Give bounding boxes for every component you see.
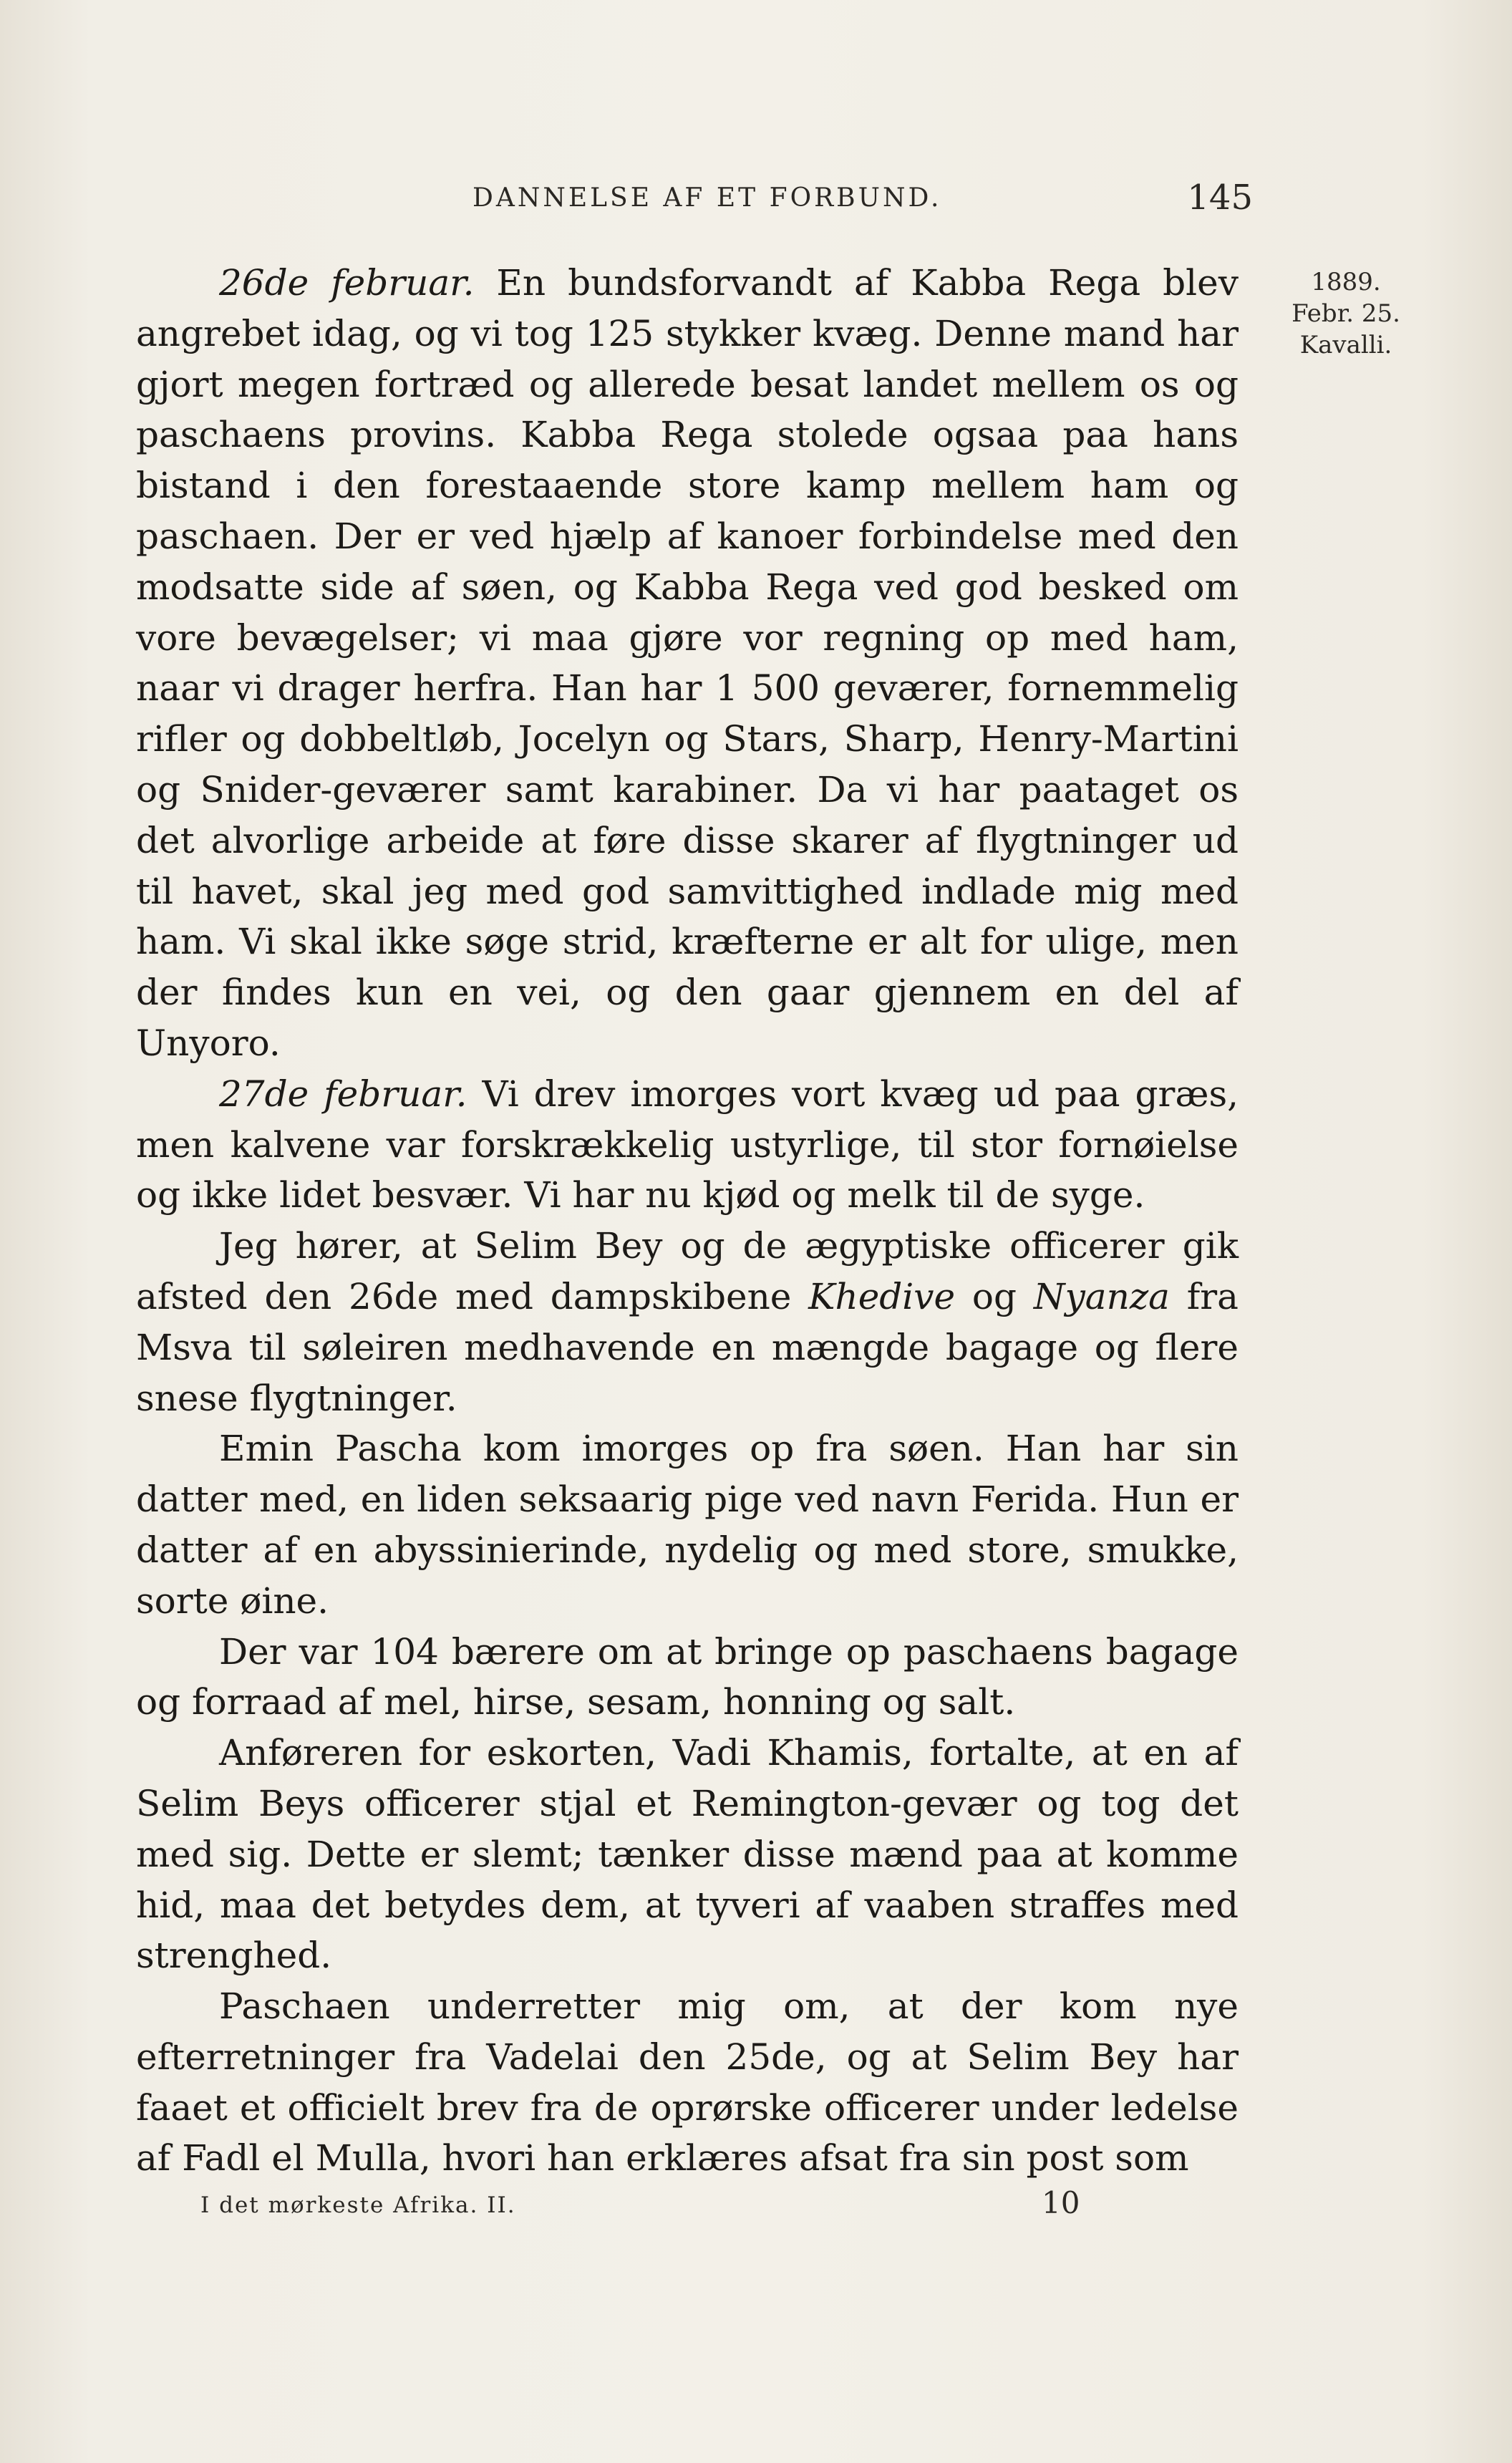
book-title: I det mørkeste Afrika. II.: [200, 2192, 516, 2218]
margin-place: Kavalli.: [1299, 331, 1392, 359]
margin-year: 1889.: [1311, 268, 1381, 296]
paragraph: [136, 1627, 1239, 1728]
page-number: 145: [1187, 178, 1253, 218]
paragraph: [136, 1981, 1239, 2184]
paragraph: [136, 1069, 1239, 1221]
paragraph-text: Der var 104 bærere om at bringe op paschaens bagage og forraad af mel, hirse, sesam, honning og salt.: [136, 1630, 1239, 1723]
paragraph: [136, 1221, 1239, 1423]
margin-date: Febr. 25.: [1292, 299, 1400, 328]
ship-name: Khedive: [808, 1275, 956, 1317]
paragraph-text: Vi drev imorges vort kvæg ud paa græs, men kalvene var forskrækkelig ustyrlige, til stor fornøielse og ikke lidet besvær. Vi har nu kjød og melk til de syge.: [136, 1073, 1239, 1216]
sheet-number: 10: [1042, 2185, 1080, 2220]
diary-date: 27de februar.: [219, 1073, 467, 1115]
paragraph-text: fra Msva til søleiren medhavende en mængde bagage og flere snese flygtninger.: [136, 1275, 1239, 1419]
paragraph: [136, 1728, 1239, 1981]
page-footer: [193, 2185, 1196, 2225]
diary-date: 26de februar.: [219, 262, 475, 304]
paragraph-text: og: [955, 1275, 1034, 1317]
paragraph: [136, 1423, 1239, 1626]
paragraph-text: Emin Pascha kom imorges op fra søen. Han har sin datter med, en liden seksaarig pige ved navn Ferida. Hun er datter af en abyssinierinde, nydelig og med store, smukke, sorte øine.: [136, 1428, 1239, 1622]
running-title: DANNELSE AF ET FORBUND.: [472, 183, 942, 213]
paragraph-text: Anføreren for eskorten, Vadi Khamis, fortalte, at en af Selim Beys officerer stjal et Remington-gevær og tog det med sig. Dette er slemt; tænker disse mænd paa at komme hid, maa det betydes dem, at tyveri af vaaben straffes med strenghed.: [136, 1732, 1239, 1977]
page-header: [136, 178, 1253, 221]
paragraph-text: Paschaen underretter mig om, at der kom nye efterretninger fra Vadelai den 25de, og at Selim Bey har faaet et officielt brev fra de oprørske officerer under ledelse af Fadl el Mulla, hvori han erklæres afsat fra sin post som: [136, 1985, 1239, 2179]
body-text: [136, 258, 1239, 2184]
paragraph-text: Jeg hører, at Selim Bey og de ægyptiske officerer gik afsted den 26de med dampskibene: [136, 1225, 1239, 1317]
ship-name: Nyanza: [1033, 1275, 1170, 1317]
paragraph: [136, 258, 1239, 1069]
paragraph-text: En bundsforvandt af Kabba Rega blev angrebet idag, og vi tog 125 stykker kvæg. Denne mand har gjort megen fortræd og allerede besat landet mellem os og paschaens provins. Kabba Rega stolede ogsaa paa hans bistand i den forestaaende store kamp mellem ham og paschaen. Der er ved hjælp af kanoer forbindelse med den modsatte side af søen, og Kabba Rega ved god besked om vore bevægelser; vi maa gjøre vor regning op med ham, naar vi drager herfra. Han har 1 500 geværer, fornemmelig rifler og dobbeltløb, Jocelyn og Stars, Sharp, Henry-Martini og Snider-geværer samt karabiner. Da vi har paataget os det alvorlige arbeide at føre disse skarer af flygtninger ud til havet, skal jeg med god samvittighed indlade mig med ham. Vi skal ikke søge strid, kræfterne er alt for ulige, men der findes kun en vei, og den gaar gjennem en del af Unyoro.: [136, 262, 1239, 1064]
margin-notes: [1281, 266, 1410, 361]
